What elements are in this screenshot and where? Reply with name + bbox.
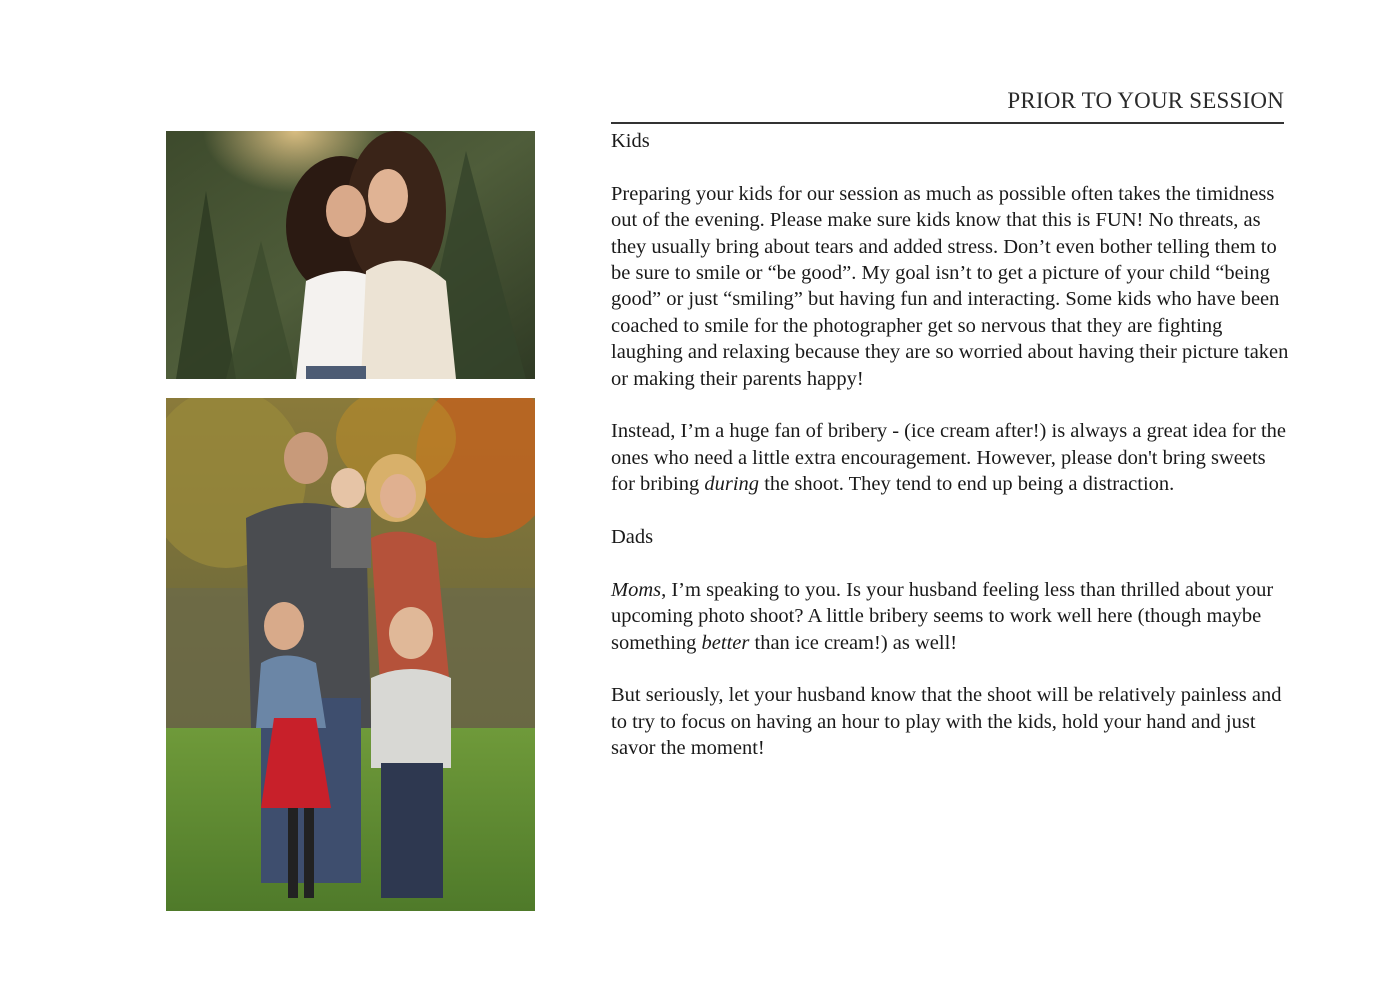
page-heading: PRIOR TO YOUR SESSION bbox=[1007, 88, 1284, 113]
kids-paragraph-1: Preparing your kids for our session as much as possible often takes the timidness out of the evening. Please make sure kids know that this is FUN! No threats, as they usually bring about tears and added stress. Don’t even bother telling them to be sure to smile or “be good”. My goal isn’t to get a picture of your child “being good” or just “smiling” but having fun and interacting. Some kids who have been coached to smile for the photographer get so nervous that they are fighting laughing and relaxing because they are so worried about having their picture taken or making their parents happy! bbox=[611, 182, 1289, 390]
dads-paragraph-1 bbox=[611, 577, 1291, 656]
kids-paragraph-2-emphasis: during bbox=[704, 473, 760, 496]
family-photo bbox=[166, 398, 535, 911]
kids-subheading: Kids bbox=[611, 130, 650, 152]
body-text bbox=[611, 128, 1291, 788]
kids-paragraph-2-text-a: Instead, I’m a huge fan of bribery - (ice cream after!) is always a great idea for the ones who need a little extra encouragement. However, please don't bring sweets for bribing bbox=[611, 420, 1287, 496]
kids-paragraph-2-text-b: the shoot. They tend to end up being a distraction. bbox=[759, 473, 1175, 496]
dads-paragraph-1-text-b: than ice cream!) as well! bbox=[749, 631, 958, 654]
dads-paragraph-1-emphasis: Moms bbox=[611, 578, 662, 601]
dads-paragraph-2: But seriously, let your husband know that the shoot will be relatively painless and to try to focus on having an hour to play with the kids, hold your hand and just savor the moment! bbox=[611, 684, 1282, 760]
kids-paragraph-2 bbox=[611, 418, 1291, 497]
dads-subheading: Dads bbox=[611, 526, 654, 549]
dads-paragraph-1-emphasis-2: better bbox=[701, 631, 750, 654]
heading-divider bbox=[611, 122, 1284, 124]
sisters-photo bbox=[166, 131, 535, 379]
dads-paragraph-1-text-a: , I’m speaking to you. Is your husband feeling less than thrilled about your upcoming photo shoot? A little bribery seems to work well here (though maybe something bbox=[611, 578, 1274, 654]
